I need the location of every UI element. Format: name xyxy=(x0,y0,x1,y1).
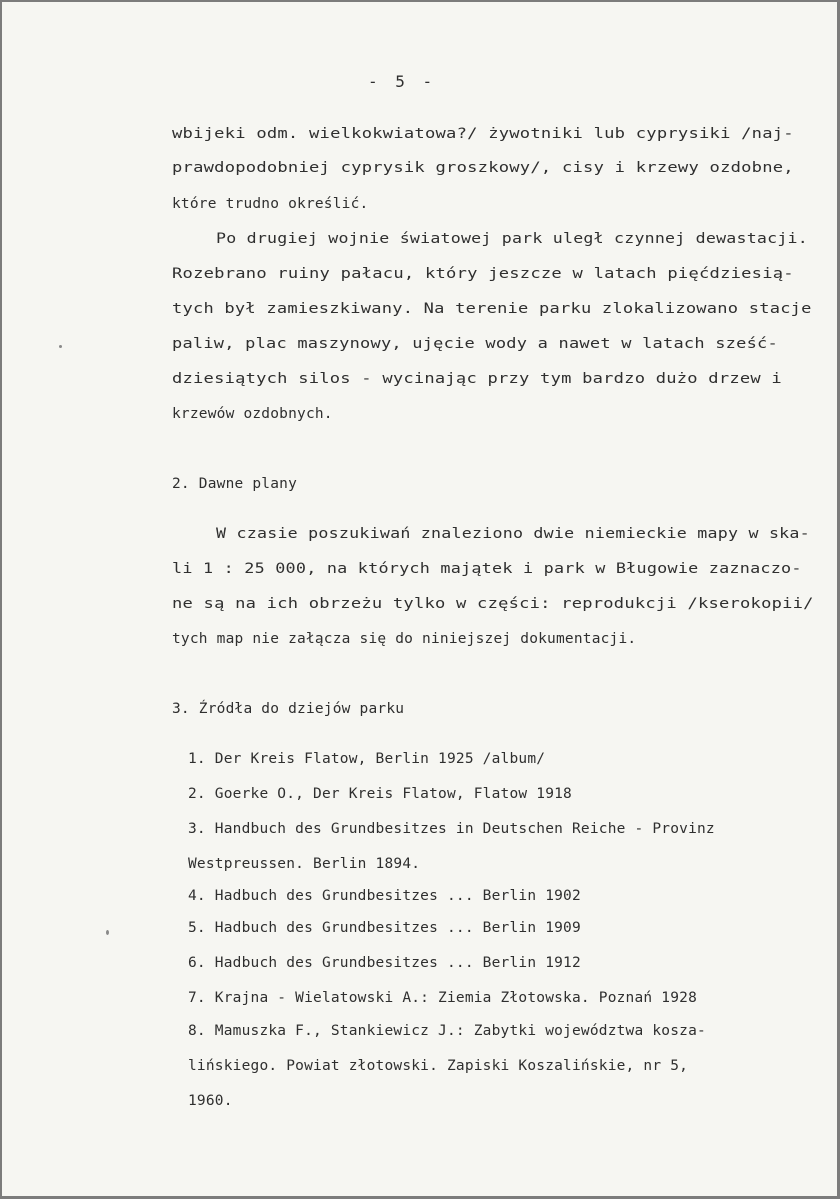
scan-speck xyxy=(59,345,62,348)
text-line: paliw, plac maszynowy, ujęcie wody a nawet w latach sześć- xyxy=(172,336,778,352)
source-list-item: 8. Mamuszka F., Stankiewicz J.: Zabytki województwa kosza- xyxy=(188,1023,706,1039)
source-list-item-continuation: Westpreussen. Berlin 1894. xyxy=(188,856,421,872)
text-line: Rozebrano ruiny pałacu, który jeszcze w latach pięćdziesią- xyxy=(172,266,794,282)
section-heading: 3. Źródła do dziejów parku xyxy=(172,701,405,717)
text-line: tych map nie załącza się do niniejszej dokumentacji. xyxy=(172,631,637,647)
text-line: wbijeki odm. wielkokwiatowa?/ żywotniki lub cyprysiki /naj- xyxy=(172,126,794,142)
source-list-item-continuation: lińskiego. Powiat złotowski. Zapiski Koszalińskie, nr 5, xyxy=(188,1058,689,1074)
text-line: prawdopodobniej cyprysik groszkowy/, cisy i krzewy ozdobne, xyxy=(172,160,794,176)
text-line: W czasie poszukiwań znaleziono dwie niemieckie mapy w ska- xyxy=(216,526,810,542)
text-line: tych był zamieszkiwany. Na terenie parku zlokalizowano stacje xyxy=(172,301,812,317)
text-line: dziesiątych silos - wycinając przy tym bardzo dużo drzew i xyxy=(172,371,782,387)
text-line: Po drugiej wojnie światowej park uległ czynnej dewastacji. xyxy=(216,231,808,247)
source-list-item: 2. Goerke O., Der Kreis Flatow, Flatow 1918 xyxy=(188,786,572,802)
source-list-item: 7. Krajna - Wielatowski A.: Ziemia Złotowska. Poznań 1928 xyxy=(188,990,697,1006)
text-line: które trudno określić. xyxy=(172,196,369,212)
source-list-item: 4. Hadbuch des Grundbesitzes ... Berlin 1902 xyxy=(188,888,581,904)
source-list-item: 6. Hadbuch des Grundbesitzes ... Berlin 1912 xyxy=(188,955,581,971)
text-line: ne są na ich obrzeżu tylko w części: reprodukcji /kserokopii/ xyxy=(172,596,814,612)
source-list-item: 3. Handbuch des Grundbesitzes in Deutschen Reiche - Provinz xyxy=(188,821,715,837)
page-number: - 5 - xyxy=(368,72,437,91)
text-line: li 1 : 25 000, na których majątek i park w Bługowie zaznaczo- xyxy=(172,561,802,577)
source-list-item-continuation: 1960. xyxy=(188,1093,233,1109)
source-list-item: 5. Hadbuch des Grundbesitzes ... Berlin 1909 xyxy=(188,920,581,936)
document-page xyxy=(2,2,837,1196)
section-heading: 2. Dawne plany xyxy=(172,476,298,492)
source-list-item: 1. Der Kreis Flatow, Berlin 1925 /album/ xyxy=(188,751,546,767)
scan-speck xyxy=(106,930,109,935)
text-line: krzewów ozdobnych. xyxy=(172,406,333,422)
